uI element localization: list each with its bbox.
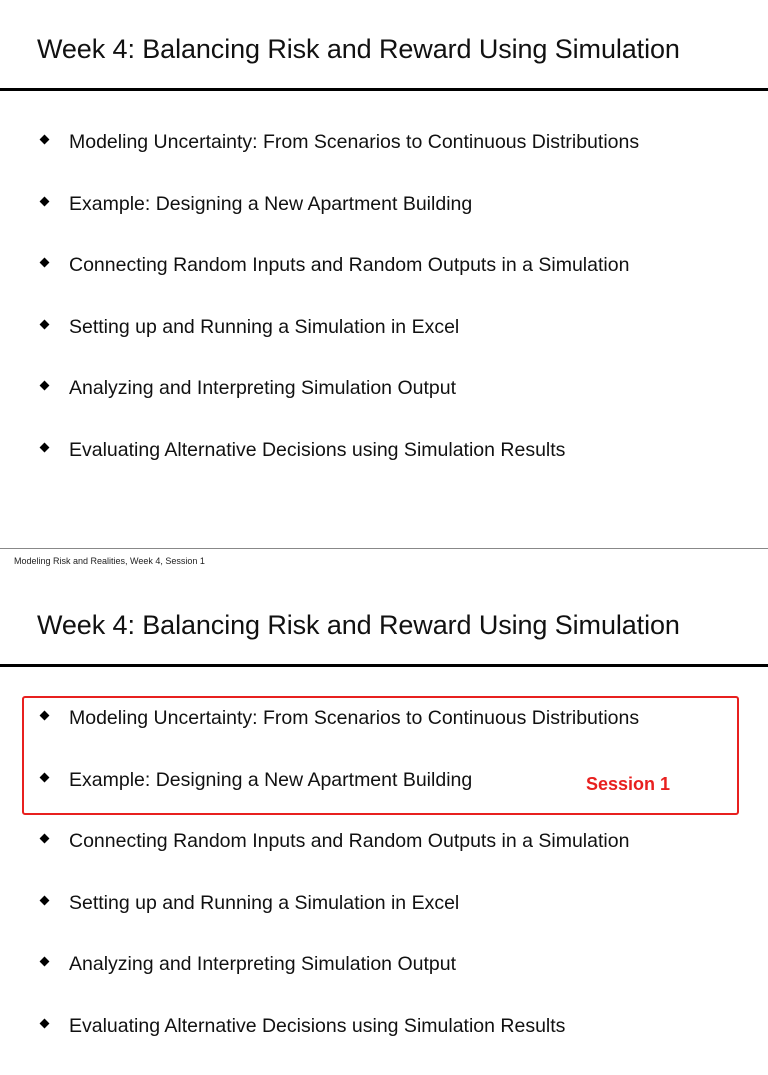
session-highlight-box	[22, 696, 739, 815]
bullet-text: Connecting Random Inputs and Random Outputs in a Simulation	[69, 256, 629, 276]
bullet-text: Connecting Random Inputs and Random Outputs in a Simulation	[69, 832, 629, 852]
diamond-bullet-icon	[40, 381, 50, 391]
bullet-item	[0, 376, 768, 438]
bullet-text: Evaluating Alternative Decisions using Simulation Results	[69, 441, 565, 461]
bullet-item	[0, 438, 768, 500]
slide-title: Week 4: Balancing Risk and Reward Using Simulation	[37, 36, 680, 63]
bullet-text: Setting up and Running a Simulation in Excel	[69, 894, 459, 914]
footer-divider	[0, 548, 768, 549]
bullet-text: Analyzing and Interpreting Simulation Output	[69, 955, 456, 975]
bullet-text: Example: Designing a New Apartment Building	[69, 195, 472, 215]
bullet-item	[0, 192, 768, 254]
slide-2	[0, 576, 768, 1024]
bullet-item	[0, 952, 768, 1014]
diamond-bullet-icon	[40, 319, 50, 329]
diamond-bullet-icon	[40, 957, 50, 967]
bullet-item	[0, 253, 768, 315]
bullet-text: Evaluating Alternative Decisions using Simulation Results	[69, 1017, 565, 1037]
diamond-bullet-icon	[40, 258, 50, 268]
bullet-text: Modeling Uncertainty: From Scenarios to Continuous Distributions	[69, 133, 639, 153]
slide-footer: Modeling Risk and Realities, Week 4, Session 1	[14, 556, 205, 566]
bullet-item	[0, 130, 768, 192]
title-divider	[0, 664, 768, 667]
bullet-text: Modeling Uncertainty: From Scenarios to Continuous Distributions	[69, 709, 639, 729]
bullet-text: Example: Designing a New Apartment Building	[69, 771, 472, 791]
diamond-bullet-icon	[40, 135, 50, 145]
diamond-bullet-icon	[40, 834, 50, 844]
bullet-item	[0, 829, 768, 891]
bullet-item	[0, 891, 768, 953]
diamond-bullet-icon	[40, 1018, 50, 1028]
diamond-bullet-icon	[40, 196, 50, 206]
bullet-list	[0, 130, 768, 499]
slide-title: Week 4: Balancing Risk and Reward Using Simulation	[37, 612, 680, 639]
bullet-text: Analyzing and Interpreting Simulation Output	[69, 379, 456, 399]
bullet-text: Setting up and Running a Simulation in Excel	[69, 318, 459, 338]
title-divider	[0, 88, 768, 91]
bullet-item	[0, 315, 768, 377]
diamond-bullet-icon	[40, 442, 50, 452]
bullet-item	[0, 1014, 768, 1075]
session-label: Session 1	[586, 774, 670, 795]
diamond-bullet-icon	[40, 895, 50, 905]
